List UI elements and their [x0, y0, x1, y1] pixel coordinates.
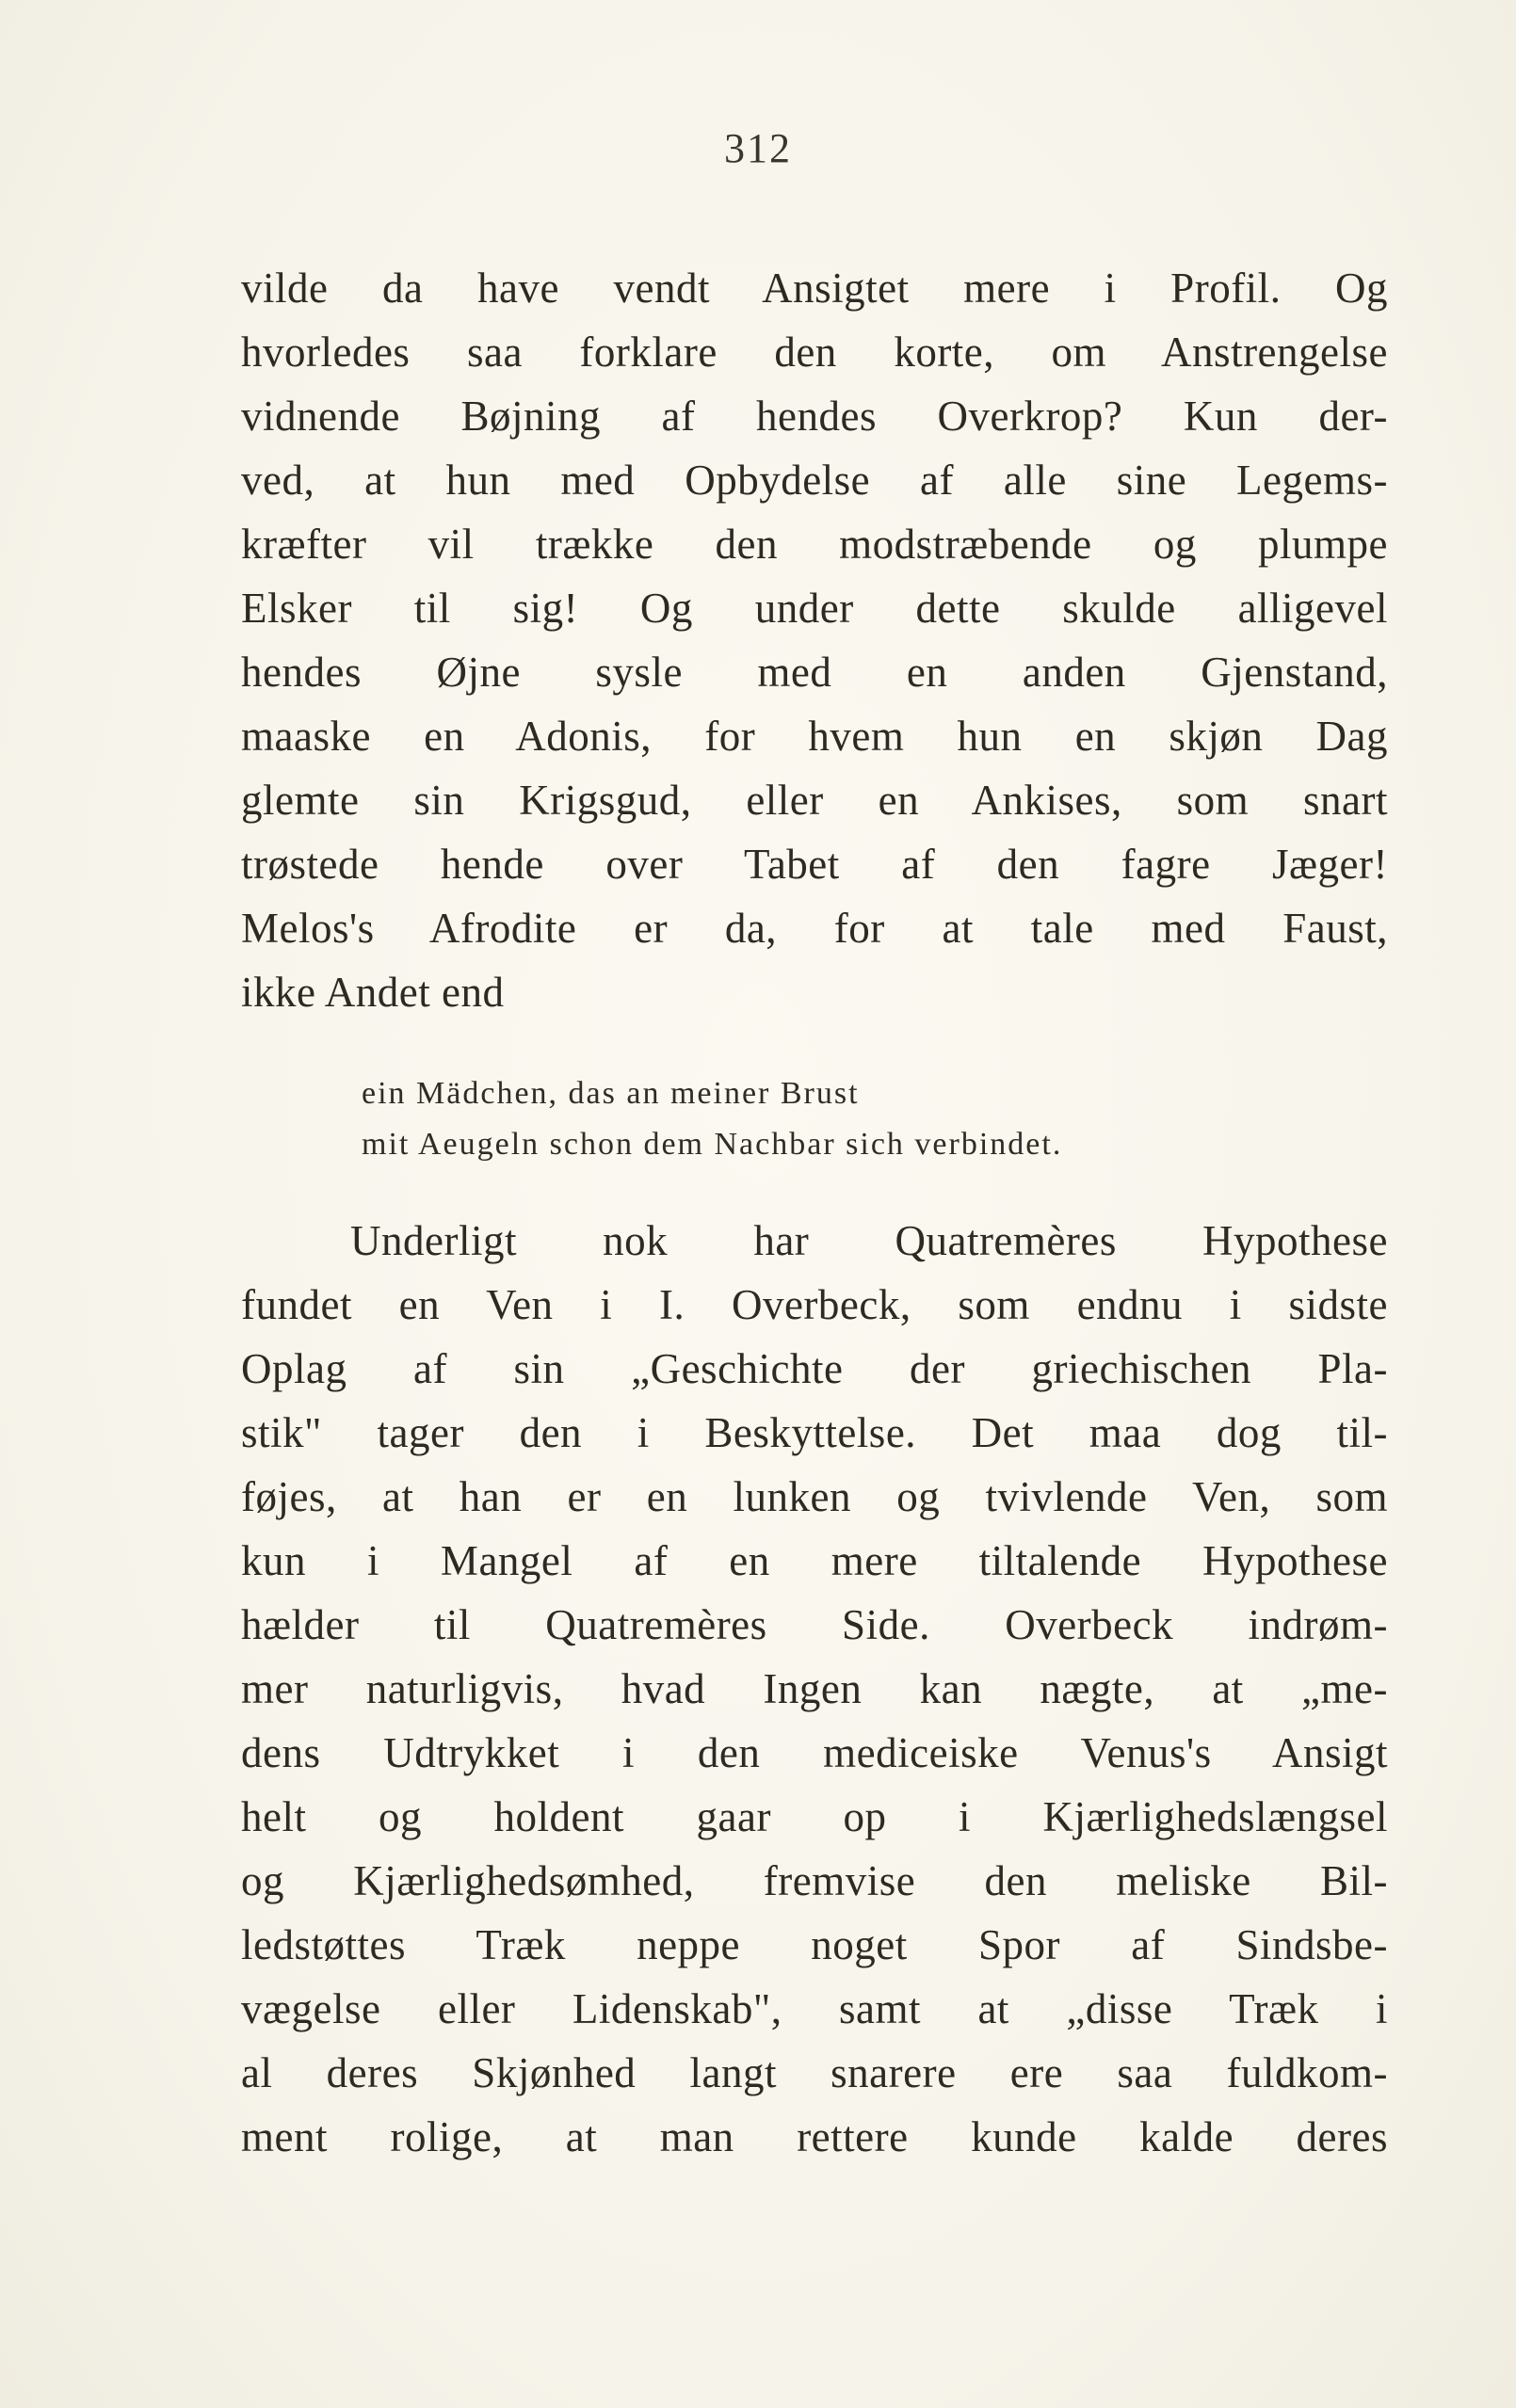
paragraph-1-line: hendes Øjne sysle med en anden Gjenstand,: [241, 649, 1388, 696]
paragraph-1-line: Elsker til sig! Og under dette skulde alligevel: [241, 585, 1388, 632]
paragraph-1-line: kræfter vil trække den modstræbende og plumpe: [241, 521, 1388, 568]
paragraph-1-line: vidnende Bøjning af hendes Overkrop? Kun der-: [241, 393, 1388, 440]
paragraph-1-line: hvorledes saa forklare den korte, om Anstrengelse: [241, 329, 1388, 376]
paragraph-2-line: hælder til Quatremères Side. Overbeck indrøm-: [241, 1601, 1388, 1648]
quote-line: mit Aeugeln schon dem Nachbar sich verbindet.: [362, 1127, 1063, 1162]
paragraph-1-line: glemte sin Krigsgud, eller en Ankises, som snart: [241, 777, 1388, 824]
paragraph-2-line: mer naturligvis, hvad Ingen kan nægte, at „me-: [241, 1665, 1388, 1712]
paragraph-2-line: vægelse eller Lidenskab", samt at „disse Træk i: [241, 1985, 1388, 2032]
paragraph-2-line: føjes, at han er en lunken og tvivlende Ven, som: [241, 1473, 1388, 1520]
paragraph-2-line: Underligt nok har Quatremères Hypothese: [350, 1217, 1388, 1264]
paragraph-2-line: ment rolige, at man rettere kunde kalde deres: [241, 2113, 1388, 2160]
quote-line: ein Mädchen, das an meiner Brust: [362, 1076, 860, 1111]
paragraph-1-line: ved, at hun med Opbydelse af alle sine Legems-: [241, 457, 1388, 504]
paragraph-2-line: ledstøttes Træk neppe noget Spor af Sindsbe-: [241, 1921, 1388, 1968]
paragraph-2-line: helt og holdent gaar op i Kjærlighedslængsel: [241, 1793, 1388, 1840]
paragraph-2-line: kun i Mangel af en mere tiltalende Hypothese: [241, 1537, 1388, 1584]
paragraph-1-line: Melos's Afrodite er da, for at tale med Faust,: [241, 905, 1388, 952]
paragraph-2-line: dens Udtrykket i den mediceiske Venus's Ansigt: [241, 1729, 1388, 1776]
paragraph-1-line: trøstede hende over Tabet af den fagre Jæger!: [241, 841, 1388, 888]
paragraph-2-line: Oplag af sin „Geschichte der griechischen Pla-: [241, 1345, 1388, 1392]
paragraph-2-line: stik" tager den i Beskyttelse. Det maa dog til-: [241, 1409, 1388, 1456]
paragraph-2-line: fundet en Ven i I. Overbeck, som endnu i sidste: [241, 1281, 1388, 1328]
paragraph-2-line: og Kjærlighedsømhed, fremvise den meliske Bil-: [241, 1857, 1388, 1904]
paragraph-1-line: ikke Andet end: [241, 969, 505, 1016]
paragraph-1-line: vilde da have vendt Ansigtet mere i Profil. Og: [241, 265, 1388, 312]
paragraph-2-line: al deres Skjønhed langt snarere ere saa fuldkom-: [241, 2049, 1388, 2096]
page-number: 312: [724, 125, 792, 171]
paragraph-1-line: maaske en Adonis, for hvem hun en skjøn Dag: [241, 713, 1388, 760]
